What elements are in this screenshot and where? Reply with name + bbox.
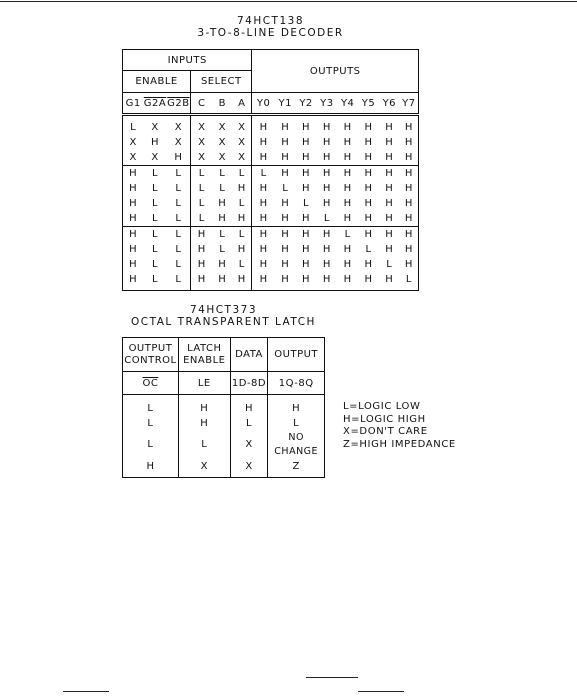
cell-y0: H: [252, 135, 275, 150]
cell-c: L: [191, 211, 213, 227]
cell-a: L: [238, 198, 245, 209]
cell-g1: X: [129, 137, 137, 148]
cell-c: L: [191, 196, 213, 211]
cell-g1: H: [129, 244, 138, 255]
cell-c: H: [191, 257, 213, 272]
cell-g2b: L: [175, 274, 182, 285]
cell-output: NO CHANGE: [268, 431, 325, 459]
cell-y6: H: [379, 227, 400, 243]
cell-g2a: X: [151, 122, 159, 133]
cell-c: L: [191, 166, 213, 182]
cell-b: X: [218, 152, 226, 163]
cell-y3: H: [322, 122, 331, 133]
cell-g2b: X: [174, 122, 183, 133]
cell-a: H: [237, 213, 246, 224]
cell-oc: H: [146, 460, 155, 472]
overbar-fragment: [358, 691, 404, 692]
cell-g2a: H: [150, 137, 159, 148]
cell-y5: H: [364, 259, 373, 270]
cell-a: L: [238, 259, 245, 270]
cell-y1: H: [281, 198, 290, 209]
cell-y7: H: [404, 198, 413, 209]
cell-g2a: X: [151, 152, 159, 163]
cell-y1: H: [281, 259, 290, 270]
cell-data: L: [230, 416, 268, 431]
cell-a: X: [238, 137, 246, 148]
col-header-a: A: [232, 93, 252, 115]
cell-y3: H: [322, 183, 331, 194]
cell-c: X: [191, 150, 213, 166]
cell-b: L: [219, 183, 226, 194]
data-range-header: 1D-8D: [230, 372, 268, 395]
cell-y4: H: [343, 259, 352, 270]
cell-a: H: [237, 274, 246, 285]
cell-c: H: [191, 272, 213, 291]
cell-g1: H: [129, 183, 138, 194]
cell-c: X: [191, 115, 213, 136]
inputs-header: INPUTS: [123, 50, 252, 71]
cell-y6: H: [385, 274, 394, 285]
cell-le: L: [178, 431, 230, 459]
cell-y7: H: [404, 259, 413, 270]
cell-b: L: [212, 227, 232, 243]
cell-c: X: [191, 135, 213, 150]
cell-b: H: [218, 259, 227, 270]
cell-data: X: [230, 431, 268, 459]
cell-y7: H: [404, 152, 413, 163]
cell-y0: H: [252, 115, 275, 136]
cell-y5: H: [364, 213, 373, 224]
cell-y2: H: [302, 152, 311, 163]
decoder-title: [122, 15, 419, 39]
col-header-b: B: [212, 93, 232, 115]
cell-a: H: [237, 244, 246, 255]
table-row: [123, 150, 419, 166]
table-row: [123, 196, 419, 211]
cell-g1: H: [129, 274, 138, 285]
cell-y5: H: [364, 274, 373, 285]
outputs-header: OUTPUTS: [252, 50, 419, 93]
cell-y7: L: [405, 274, 412, 285]
cell-a: L: [232, 166, 252, 182]
cell-y6: H: [385, 244, 394, 255]
cell-g1: H: [129, 213, 138, 224]
col-header-g1: G1: [123, 93, 144, 115]
cell-y6: H: [385, 122, 394, 133]
cell-b: L: [212, 166, 232, 182]
cell-y2: H: [302, 274, 311, 285]
cell-y0: L: [252, 166, 275, 182]
decoder-truth-table: [122, 49, 419, 291]
col-header-y6: Y6: [379, 93, 400, 115]
cell-g2b: L: [175, 213, 182, 224]
cell-g2a: L: [151, 213, 159, 224]
cell-y0: H: [252, 196, 275, 211]
cell-y7: H: [400, 227, 419, 243]
output-header: OUTPUT: [268, 338, 325, 372]
decoder-part: 74HCT138: [236, 15, 305, 27]
cell-y4: H: [343, 183, 352, 194]
cell-y2: H: [296, 227, 317, 243]
latch-title: [114, 304, 333, 328]
data-header: DATA: [230, 338, 268, 372]
cell-y2: H: [302, 122, 311, 133]
overbar-fragment: [63, 691, 109, 692]
cell-g2b: L: [175, 259, 182, 270]
cell-le: X: [178, 459, 230, 478]
table-row: [123, 227, 419, 243]
cell-y3: L: [323, 213, 330, 224]
cell-g2b: L: [167, 227, 191, 243]
cell-y0: H: [252, 181, 275, 196]
cell-y2: H: [302, 137, 311, 148]
col-header-y5: Y5: [358, 93, 379, 115]
cell-y7: H: [404, 244, 413, 255]
cell-y4: H: [343, 274, 352, 285]
cell-b: H: [218, 198, 227, 209]
latch-row: [123, 431, 325, 459]
cell-y4: H: [343, 213, 352, 224]
page-top-rule: [0, 1, 577, 2]
legend-item: X=DON'T CARE: [343, 426, 428, 437]
legend-item: H=LOGIC HIGH: [343, 413, 426, 425]
col-header-y2: Y2: [296, 93, 317, 115]
cell-y3: H: [322, 137, 331, 148]
cell-y5: H: [358, 227, 379, 243]
cell-data: X: [230, 459, 268, 478]
cell-y1: H: [281, 213, 290, 224]
col-header-y0: Y0: [252, 93, 275, 115]
cell-g2a: L: [143, 227, 166, 243]
cell-y4: H: [343, 198, 352, 209]
cell-y6: H: [385, 137, 394, 148]
latch-row: [123, 459, 325, 478]
latch-row: [123, 395, 325, 417]
col-header-y4: Y4: [337, 93, 358, 115]
cell-y6: H: [379, 166, 400, 182]
cell-g2a: L: [151, 244, 159, 255]
oc-header: $\overline{OC}$: [123, 372, 179, 395]
cell-b: X: [218, 122, 226, 133]
cell-c: L: [191, 181, 213, 196]
cell-y1: H: [281, 244, 290, 255]
cell-g1: H: [123, 166, 144, 182]
cell-y6: L: [386, 259, 393, 270]
cell-b: L: [219, 244, 226, 255]
cell-output: L: [268, 416, 325, 431]
logic-legend: [343, 401, 456, 451]
cell-y6: H: [385, 183, 394, 194]
cell-y1: L: [282, 183, 289, 194]
cell-c: H: [191, 242, 213, 257]
cell-g1: X: [129, 152, 137, 163]
cell-y6: H: [385, 213, 394, 224]
col-header-y1: Y1: [275, 93, 296, 115]
cell-y1: H: [281, 152, 290, 163]
legend-item: Z=HIGH IMPEDANCE: [343, 438, 456, 450]
cell-a: X: [238, 122, 246, 133]
table-row: [123, 115, 419, 136]
cell-b: H: [218, 274, 227, 285]
cell-a: H: [237, 183, 246, 194]
output-range-header: 1Q-8Q: [268, 372, 325, 395]
cell-y7: H: [404, 122, 413, 133]
cell-y2: H: [302, 183, 311, 194]
cell-g2a: L: [151, 198, 159, 209]
cell-y5: H: [364, 137, 373, 148]
cell-y7: H: [404, 213, 413, 224]
table-row: [123, 211, 419, 227]
table-row: [123, 166, 419, 182]
cell-y7: H: [404, 183, 413, 194]
cell-le: H: [178, 395, 230, 417]
cell-oc: L: [147, 402, 154, 414]
cell-y7: H: [404, 137, 413, 148]
col-header-c: C: [191, 93, 213, 115]
cell-y6: H: [385, 152, 394, 163]
cell-y0: H: [252, 211, 275, 227]
cell-y5: H: [358, 166, 379, 182]
cell-y1: H: [281, 122, 290, 133]
cell-y1: H: [281, 274, 290, 285]
cell-y4: H: [343, 152, 352, 163]
latch-part: 74HCT373: [189, 304, 258, 316]
cell-y3: H: [316, 227, 337, 243]
latch-row: [123, 416, 325, 431]
cell-y0: H: [252, 227, 275, 243]
cell-y5: H: [364, 122, 373, 133]
cell-y2: H: [302, 259, 311, 270]
col-header-y7: Y7: [400, 93, 419, 115]
cell-y4: H: [343, 137, 352, 148]
cell-g2a: L: [151, 183, 159, 194]
latch-function-table: [122, 337, 325, 478]
cell-y2: L: [303, 198, 310, 209]
cell-y4: H: [343, 122, 352, 133]
col-header-g2b: G2B: [167, 93, 191, 115]
cell-a: L: [232, 227, 252, 243]
cell-y4: H: [337, 166, 358, 182]
cell-y2: H: [296, 166, 317, 182]
cell-g1: H: [129, 259, 138, 270]
cell-y0: H: [252, 150, 275, 166]
cell-b: X: [218, 137, 226, 148]
cell-oc: L: [147, 417, 154, 429]
cell-g2a: L: [151, 274, 159, 285]
cell-y5: H: [364, 152, 373, 163]
cell-y4: H: [343, 244, 352, 255]
cell-y3: H: [322, 152, 331, 163]
overbar-fragment: [306, 677, 358, 678]
cell-y3: H: [322, 274, 331, 285]
cell-y3: H: [322, 244, 331, 255]
col-header-y3: Y3: [316, 93, 337, 115]
cell-g1: H: [123, 227, 144, 243]
table-row: [123, 272, 419, 291]
cell-y2: H: [302, 213, 311, 224]
table-row: [123, 242, 419, 257]
table-row: [123, 257, 419, 272]
cell-y3: H: [316, 166, 337, 182]
cell-g2b: L: [167, 166, 191, 182]
cell-output: H: [268, 395, 325, 417]
cell-a: X: [238, 152, 246, 163]
cell-output: Z: [268, 459, 325, 478]
cell-y1: H: [275, 166, 296, 182]
output-control-header: OUTPUT CONTROL: [123, 338, 179, 372]
cell-y2: H: [302, 244, 311, 255]
cell-y0: H: [252, 272, 275, 291]
cell-y6: H: [385, 198, 394, 209]
cell-y5: L: [365, 244, 372, 255]
cell-y5: H: [364, 183, 373, 194]
cell-y0: H: [252, 242, 275, 257]
cell-g1: H: [129, 198, 138, 209]
decoder-name: 3-TO-8-LINE DECODER: [197, 27, 344, 39]
cell-y0: H: [252, 257, 275, 272]
select-header: SELECT: [191, 71, 252, 93]
cell-y3: H: [322, 259, 331, 270]
cell-y5: H: [364, 198, 373, 209]
cell-oc: L: [147, 439, 154, 450]
cell-c: H: [191, 227, 213, 243]
cell-g2b: L: [175, 183, 182, 194]
cell-g2b: X: [174, 137, 183, 148]
latch-enable-header: LATCH ENABLE: [178, 338, 230, 372]
cell-g2a: L: [143, 166, 166, 182]
cell-y4: L: [337, 227, 358, 243]
decoder-rows: [123, 115, 419, 291]
cell-y3: H: [322, 198, 331, 209]
cell-data: H: [230, 395, 268, 417]
cell-g2b: H: [174, 152, 183, 163]
cell-y1: H: [281, 137, 290, 148]
cell-y1: H: [275, 227, 296, 243]
le-header: LE: [178, 372, 230, 395]
cell-g2a: L: [151, 259, 159, 270]
table-row: [123, 181, 419, 196]
cell-b: H: [218, 213, 227, 224]
cell-y7: H: [400, 166, 419, 182]
legend-item: L=LOGIC LOW: [343, 401, 421, 412]
col-header-g2a: G2A: [143, 93, 166, 115]
latch-name: OCTAL TRANSPARENT LATCH: [131, 316, 316, 328]
table-row: [123, 135, 419, 150]
cell-g2b: L: [175, 244, 182, 255]
cell-g1: L: [130, 122, 137, 133]
enable-header: ENABLE: [123, 71, 191, 93]
cell-g2b: L: [175, 198, 182, 209]
cell-le: H: [178, 416, 230, 431]
